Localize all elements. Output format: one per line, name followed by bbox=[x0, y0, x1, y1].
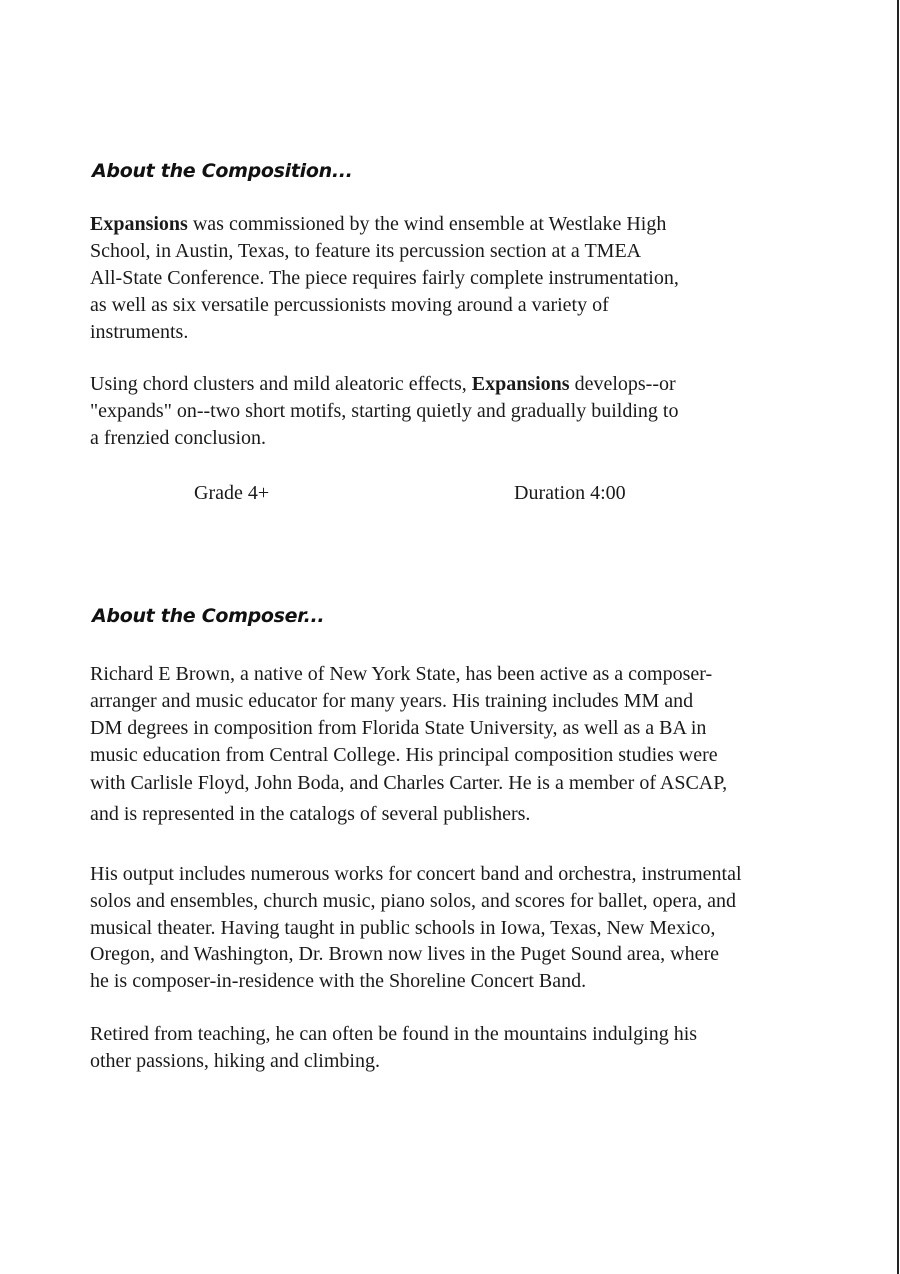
grade-label: Grade 4+ bbox=[194, 482, 270, 504]
composer-para2-line: solos and ensembles, church music, piano solos, and scores for ballet, opera, and bbox=[90, 890, 736, 912]
text-span: was commissioned by the wind ensemble at Westlake High bbox=[187, 213, 667, 235]
composition-para2-line2: "expands" on--two short motifs, starting quietly and gradually building to bbox=[90, 400, 679, 422]
text-span: Using chord clusters and mild aleatoric effects, bbox=[90, 373, 472, 395]
composition-para2-line3: a frenzied conclusion. bbox=[90, 427, 267, 449]
composition-para1-line1 bbox=[90, 212, 666, 236]
composer-para2-line: His output includes numerous works for concert band and orchestra, instrumental bbox=[90, 863, 742, 885]
composition-heading: About the Composition... bbox=[92, 160, 353, 182]
composer-para1-line: and is represented in the catalogs of several publishers. bbox=[90, 803, 531, 825]
composer-para1-line: with Carlisle Floyd, John Boda, and Charles Carter. He is a member of ASCAP, bbox=[90, 772, 728, 794]
composer-para3-line: Retired from teaching, he can often be found in the mountains indulging his bbox=[90, 1023, 698, 1045]
composition-para1-line3: All-State Conference. The piece requires fairly complete instrumentation, bbox=[90, 267, 679, 289]
composition-para2-line1 bbox=[90, 372, 676, 396]
composition-para1-line4: as well as six versatile percussionists moving around a variety of bbox=[90, 294, 609, 316]
composer-para2-line: he is composer-in-residence with the Shoreline Concert Band. bbox=[90, 970, 587, 992]
composer-para1-line: music education from Central College. His principal composition studies were bbox=[90, 744, 718, 766]
text-span: develops--or bbox=[569, 373, 676, 395]
composition-para1-line2: School, in Austin, Texas, to feature its percussion section at a TMEA bbox=[90, 240, 642, 262]
composer-para2-line: musical theater. Having taught in public schools in Iowa, Texas, New Mexico, bbox=[90, 917, 716, 939]
piece-title: Expansions bbox=[471, 373, 570, 395]
duration-label: Duration 4:00 bbox=[514, 482, 626, 504]
composer-para1-line: Richard E Brown, a native of New York State, has been active as a composer- bbox=[90, 663, 713, 685]
composer-para1-line: DM degrees in composition from Florida State University, as well as a BA in bbox=[90, 717, 707, 739]
composition-para1-line5: instruments. bbox=[90, 321, 189, 343]
composer-para2-line: Oregon, and Washington, Dr. Brown now lives in the Puget Sound area, where bbox=[90, 943, 720, 965]
composer-para3-line: other passions, hiking and climbing. bbox=[90, 1050, 380, 1072]
composer-para1-line: arranger and music educator for many years. His training includes MM and bbox=[90, 690, 694, 712]
piece-title: Expansions bbox=[90, 213, 188, 235]
composer-heading: About the Composer... bbox=[92, 605, 325, 627]
